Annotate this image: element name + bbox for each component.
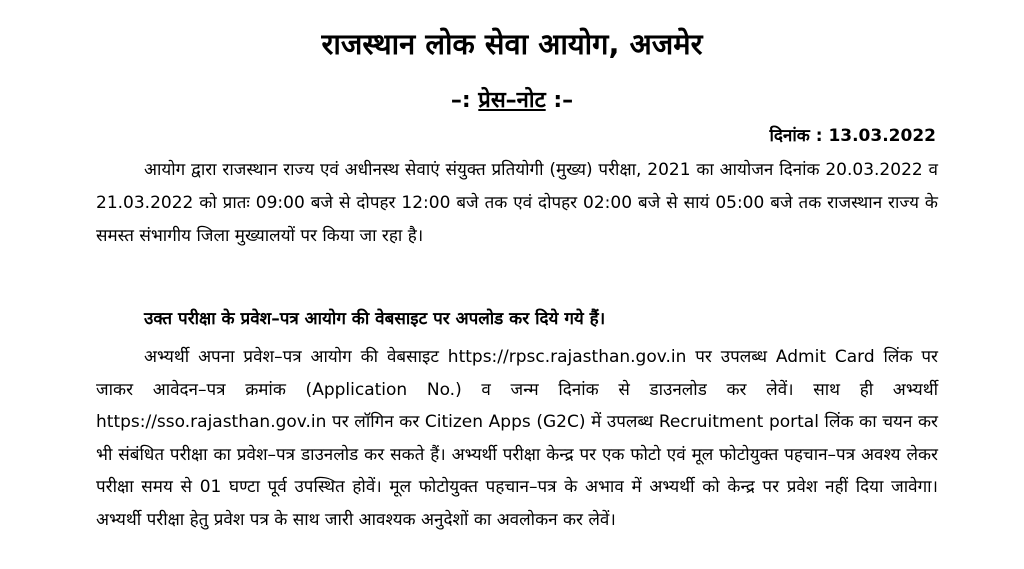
- paragraph-admit-card-uploaded: उक्त परीक्षा के प्रवेश–पत्र आयोग की वेबसाइट पर अपलोड कर दिये गये हैं।: [144, 309, 606, 329]
- press-note-heading: [0, 86, 1024, 116]
- paragraph-download-instructions: अभ्यर्थी अपना प्रवेश–पत्र आयोग की वेबसाइट https://rpsc.rajasthan.gov.in पर उपलब्ध Admit Card लिंक पर जाकर आवेदन–पत्र क्रमांक (Application No.) व जन्म दिनांक से डाउनलोड कर लेवें। साथ ही अभ्यर्थी https://sso.rajasthan.gov.in पर लॉगिन कर Citizen Apps (G2C) में उपलब्ध Recruitment portal लिंक का चयन कर भी संबंधित परीक्षा का प्रवेश–पत्र डाउनलोड कर सकते हैं। अभ्यर्थी परीक्षा केन्द्र पर एक फोटो एवं मूल फोटोयुक्त पहचान–पत्र अवश्य लेकर परीक्षा समय से 01 घण्टा पूर्व उपस्थित होवें। मूल फोटोयुक्त पहचान–पत्र के अभाव में अभ्यर्थी को केन्द्र पर प्रवेश नहीं दिया जावेगा। अभ्यर्थी परीक्षा हेतु प्रवेश पत्र के साथ जारी आवश्यक अनुदेशों का अवलोकन कर लेवें।: [96, 347, 938, 530]
- press-note-label: प्रेस–नोट: [478, 88, 546, 113]
- document-title: राजस्थान लोक सेवा आयोग, अजमेर: [321, 27, 703, 61]
- press-note-suffix: :–: [545, 88, 574, 113]
- document-date: दिनांक : 13.03.2022: [769, 126, 936, 146]
- press-note-prefix: –:: [450, 88, 479, 113]
- paragraph-exam-schedule: आयोग द्वारा राजस्थान राज्य एवं अधीनस्थ सेवाएं संयुक्त प्रतियोगी (मुख्य) परीक्षा, 2021 का आयोजन दिनांक 20.03.2022 व 21.03.2022 को प्रातः 09:00 बजे से दोपहर 12:00 बजे तक एवं दोपहर 02:00 बजे से सायं 05:00 बजे तक राजस्थान राज्य के समस्त संभागीय जिला मुख्यालयों पर किया जा रहा है।: [96, 160, 938, 246]
